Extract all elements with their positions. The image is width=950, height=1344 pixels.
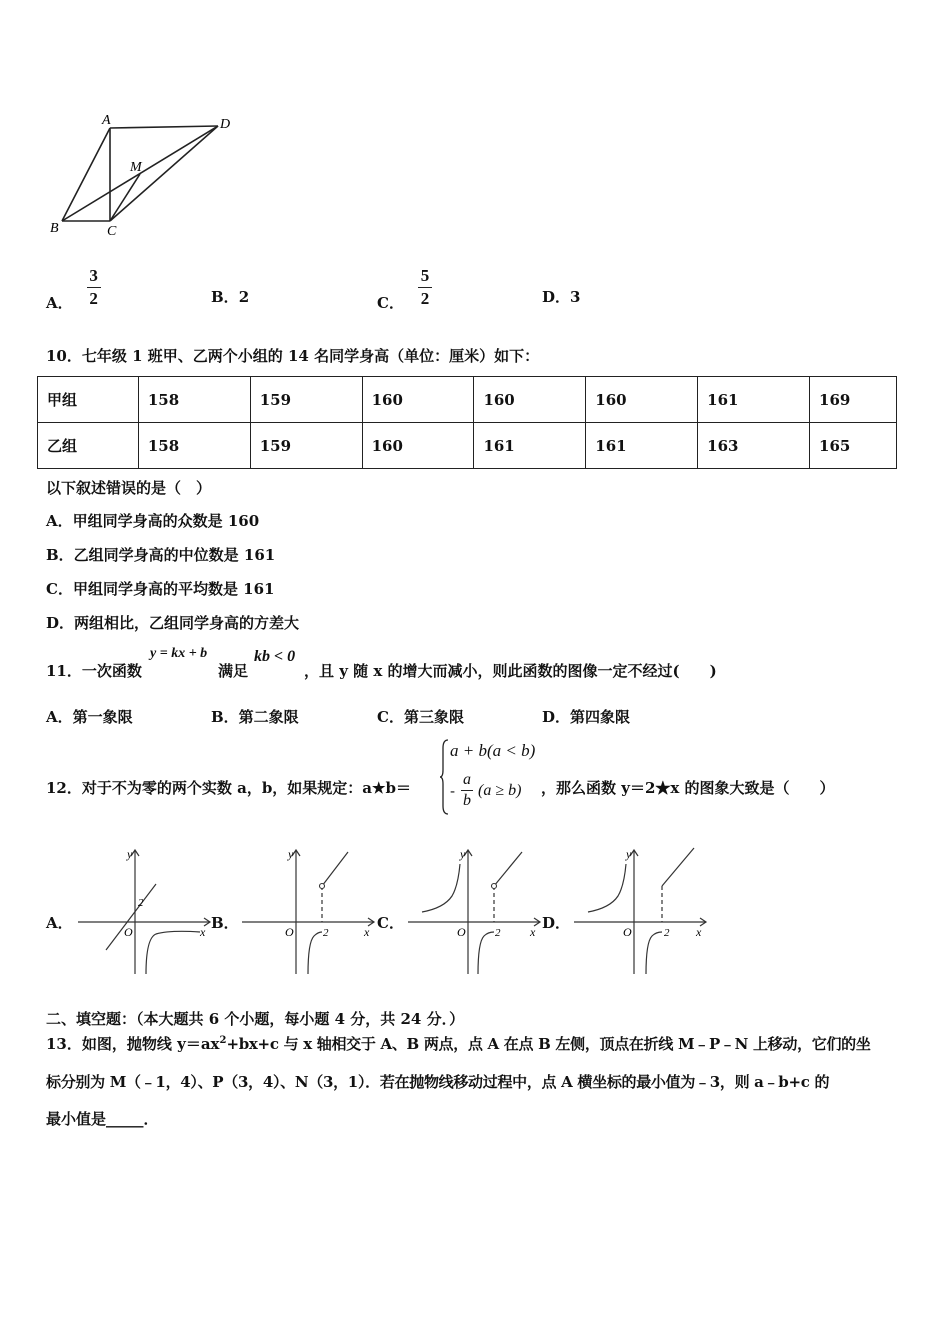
edge-ad (110, 126, 218, 128)
right-hyperbola-branch (646, 932, 662, 974)
height-table (37, 376, 897, 469)
line-branch (494, 852, 522, 886)
svg-text:y: y (127, 847, 133, 861)
svg-text:x: x (200, 925, 206, 939)
svg-text:O: O (623, 925, 632, 939)
q9-option-a[interactable]: A． $\frac{3}{2}$ (46, 262, 101, 313)
q10-option-a[interactable]: A．甲组同学身高的众数是 160 (46, 512, 260, 530)
parallelogram-figure (40, 108, 250, 243)
q12-piecewise (440, 738, 540, 816)
table-row (38, 423, 897, 469)
q11-formula: y = kx + b (150, 646, 208, 661)
label-d: D (220, 117, 231, 132)
svg-text:y: y (460, 847, 466, 861)
svg-text:y: y (288, 847, 294, 861)
table-cell: 165 (810, 423, 897, 469)
graph-a[interactable] (74, 846, 214, 978)
svg-text:x: x (696, 925, 702, 939)
q11-option-d[interactable]: D．第四象限 (542, 708, 631, 726)
segment-cm (110, 174, 140, 221)
svg-text:O: O (457, 925, 466, 939)
q9-option-d[interactable]: D．3 (542, 288, 581, 306)
fraction-three-halves: $\frac{3}{2}$ (87, 266, 101, 309)
table-cell: 161 (586, 423, 698, 469)
svg-text:x: x (364, 925, 370, 939)
q11-option-b[interactable]: B．第二象限 (211, 708, 299, 726)
svg-text:2: 2 (323, 927, 329, 939)
case-two-condition: (a ≥ b) (478, 782, 522, 799)
q12-option-a-label[interactable]: A． (46, 914, 73, 932)
svg-text:O: O (124, 925, 133, 939)
svg-text:2: 2 (664, 927, 670, 939)
table-cell: 161 (698, 377, 810, 423)
case-two-fraction: a b (463, 771, 471, 809)
svg-text:x: x (530, 925, 536, 939)
table-cell: 160 (586, 377, 698, 423)
q12-option-c-label[interactable]: C． (377, 914, 404, 932)
table-cell: 160 (362, 423, 474, 469)
section-title: 二、填空题：（本大题共 6 个小题，每小题 4 分，共 24 分．） (46, 1010, 465, 1028)
graph-b[interactable] (238, 846, 378, 978)
label-c: C (107, 224, 117, 239)
q10-option-d[interactable]: D．两组相比，乙组同学身高的方差大 (46, 614, 300, 632)
line-branch (662, 848, 694, 886)
left-hyperbola-branch (588, 864, 626, 912)
table-cell: 158 (138, 377, 250, 423)
hyperbola-branch (146, 931, 200, 974)
graph-c[interactable] (404, 846, 544, 978)
case-one: a + b(a < b) (450, 741, 536, 760)
right-hyperbola-branch (478, 932, 494, 974)
svg-text:y: y (626, 847, 632, 861)
left-hyperbola-branch (422, 864, 460, 912)
label-m: M (130, 160, 142, 175)
graph-d[interactable] (570, 846, 710, 978)
group-label-yi: 乙组 (38, 423, 139, 469)
q9-option-b[interactable]: B．2 (211, 288, 250, 306)
q10-question: 以下叙述错误的是（ ） (46, 479, 212, 497)
q13-line-3: 最小值是_____． (46, 1110, 159, 1128)
table-cell: 159 (250, 377, 362, 423)
q9-option-c[interactable]: C． $\frac{5}{2}$ (377, 262, 432, 313)
table-cell: 160 (474, 377, 586, 423)
q11-condition: kb < 0 (254, 648, 296, 665)
fraction-five-halves: $\frac{5}{2}$ (418, 266, 432, 309)
table-row (38, 377, 897, 423)
table-cell: 163 (698, 423, 810, 469)
q12-option-b-label[interactable]: B． (211, 914, 239, 932)
edge-cd (110, 126, 218, 221)
q12-prefix: 12．对于不为零的两个实数 a，b，如果规定：a★b＝ (46, 779, 411, 797)
q11-option-c[interactable]: C．第三象限 (377, 708, 464, 726)
svg-text:2: 2 (138, 897, 144, 909)
case-two-neg: - (450, 782, 456, 800)
q13-line-1: 13．如图，抛物线 $y=ax^2+bx+c$ 与 x 轴相交于 A、B 两点，点 A 在点 B 左侧，顶点在折线 M﹣P﹣N 上移动，它们的坐 (46, 1035, 871, 1053)
table-cell: 159 (250, 423, 362, 469)
label-a: A (102, 113, 111, 128)
svg-text:O: O (285, 925, 294, 939)
hyperbola-branch (308, 932, 322, 974)
left-brace (440, 738, 450, 816)
q11-option-a[interactable]: A．第一象限 (46, 708, 133, 726)
q13-line-2: 标分别为 M（﹣1，4）、P（3，4）、N（3，1）．若在抛物线移动过程中，点 A 横坐标的最小值为﹣3，则 a﹣b+c 的 (46, 1073, 830, 1091)
table-cell: 161 (474, 423, 586, 469)
group-label-jia: 甲组 (38, 377, 139, 423)
svg-text:2: 2 (495, 927, 501, 939)
table-cell: 169 (810, 377, 897, 423)
q10-option-b[interactable]: B．乙组同学身高的中位数是 161 (46, 546, 276, 564)
label-b: B (50, 221, 59, 236)
q12-suffix: ，那么函数 y＝2★x 的图象大致是（ ） (541, 779, 835, 797)
q10-option-c[interactable]: C．甲组同学身高的平均数是 161 (46, 580, 275, 598)
q10-stem: 10．七年级 1 班甲、乙两个小组的 14 名同学身高（单位：厘米）如下： (46, 347, 540, 365)
table-cell: 160 (362, 377, 474, 423)
line-branch (106, 884, 156, 950)
q12-option-d-label[interactable]: D． (542, 914, 571, 932)
table-cell: 158 (138, 423, 250, 469)
line-branch (322, 852, 348, 886)
